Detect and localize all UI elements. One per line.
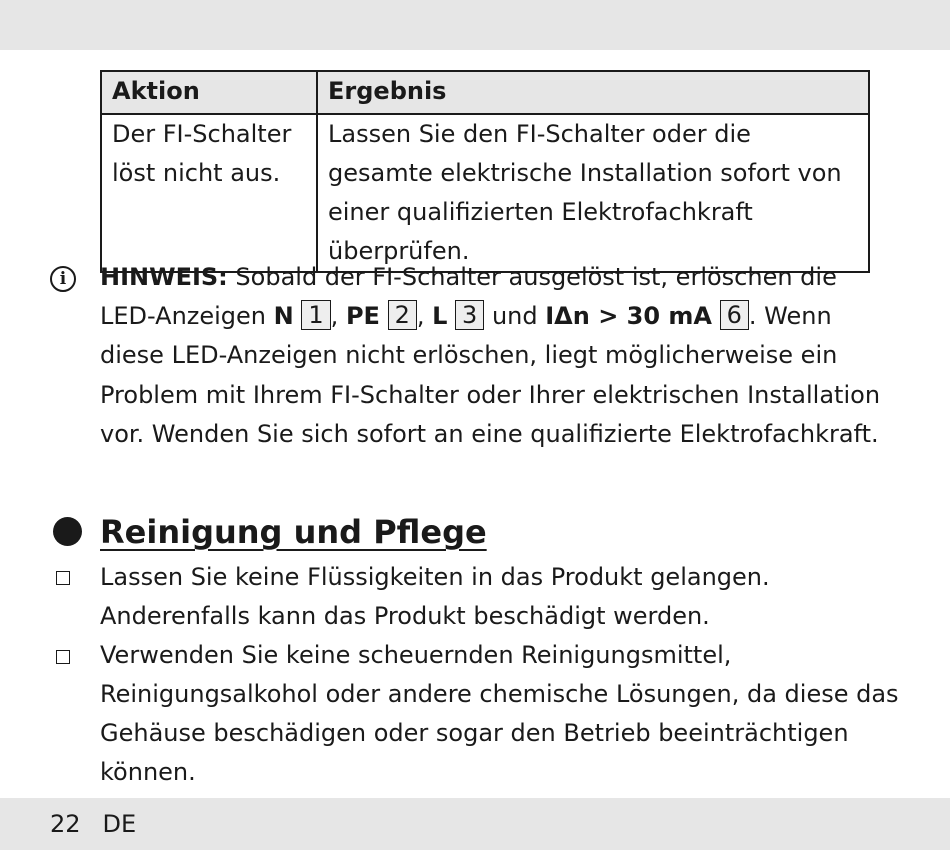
info-circle-icon: i — [50, 266, 76, 292]
note-text-und: und — [484, 302, 546, 331]
table-header-aktion: Aktion — [101, 71, 317, 114]
note-label: HINWEIS: — [100, 263, 228, 291]
note-text-rest: . Wenn diese LED-Anzeigen nicht erlöschen, liegt möglicherweise ein Problem mit Ihrem FI-Schalter oder Ihrer elektrischen Installation vor. Wenden Sie sich sofort an eine qualifizierte Elektrofachkraft. — [100, 302, 881, 448]
list-item: Verwenden Sie keine scheuernden Reinigungsmittel, Reinigungsalkohol oder andere chemische Lösungen, da diese das Gehäuse beschädigen oder sogar den Betrieb beeinträchtigen können. — [100, 641, 899, 786]
led-l-label: L — [432, 302, 448, 331]
table-header-row — [101, 71, 869, 114]
note-text-intro: Sobald der FI-Schalter ausgelöst ist, erlöschen die LED-Anzeigen — [100, 263, 837, 331]
led-n-label: N — [273, 302, 294, 331]
table-header-ergebnis: Ergebnis — [317, 71, 869, 114]
table-cell-aktion: Der FI-Schalter löst nicht aus. — [101, 114, 317, 272]
bottom-margin-band — [0, 798, 950, 850]
troubleshooting-table — [100, 70, 870, 273]
language-code: DE — [102, 810, 137, 838]
page-footer — [50, 810, 136, 838]
section-bullet-icon — [53, 517, 82, 546]
led-l-number-box: 3 — [455, 300, 484, 330]
list-item: Lassen Sie keine Flüssigkeiten in das Produkt gelangen. Anderenfalls kann das Produkt beschädigt werden. — [100, 563, 770, 630]
note-paragraph: HINWEIS: Sobald der FI-Schalter ausgelöst ist, erlöschen die LED-Anzeigen N 1 , PE 2 , L 3 und IΔn > 30 mA 6 . Wenn diese LED-Anzeigen nicht erlöschen, liegt möglicherweise ein Problem mit Ihrem FI-Schalter oder Ihrer elektrischen Installation vor. Wenden Sie sich sofort an eine qualifizierte Elektrofachkraft. — [100, 263, 881, 448]
table-cell-ergebnis: Lassen Sie den FI-Schalter oder die gesamte elektrische Installation sofort von einer qualifizierten Elektrofachkraft überprüfen. — [317, 114, 869, 272]
led-pe-label: PE — [345, 302, 380, 331]
section-title: Reinigung und Pflege — [100, 513, 487, 551]
led-pe-number-box: 2 — [388, 300, 417, 330]
led-idn-number-box: 6 — [720, 300, 749, 330]
led-n-number-box: 1 — [301, 300, 330, 330]
checkbox-bullet-icon — [56, 571, 70, 585]
led-idn-label: IΔn > 30 mA — [545, 302, 712, 331]
table-row — [101, 114, 869, 272]
page-number: 22 — [50, 810, 81, 838]
top-margin-band — [0, 0, 950, 50]
checkbox-bullet-icon — [56, 650, 70, 664]
